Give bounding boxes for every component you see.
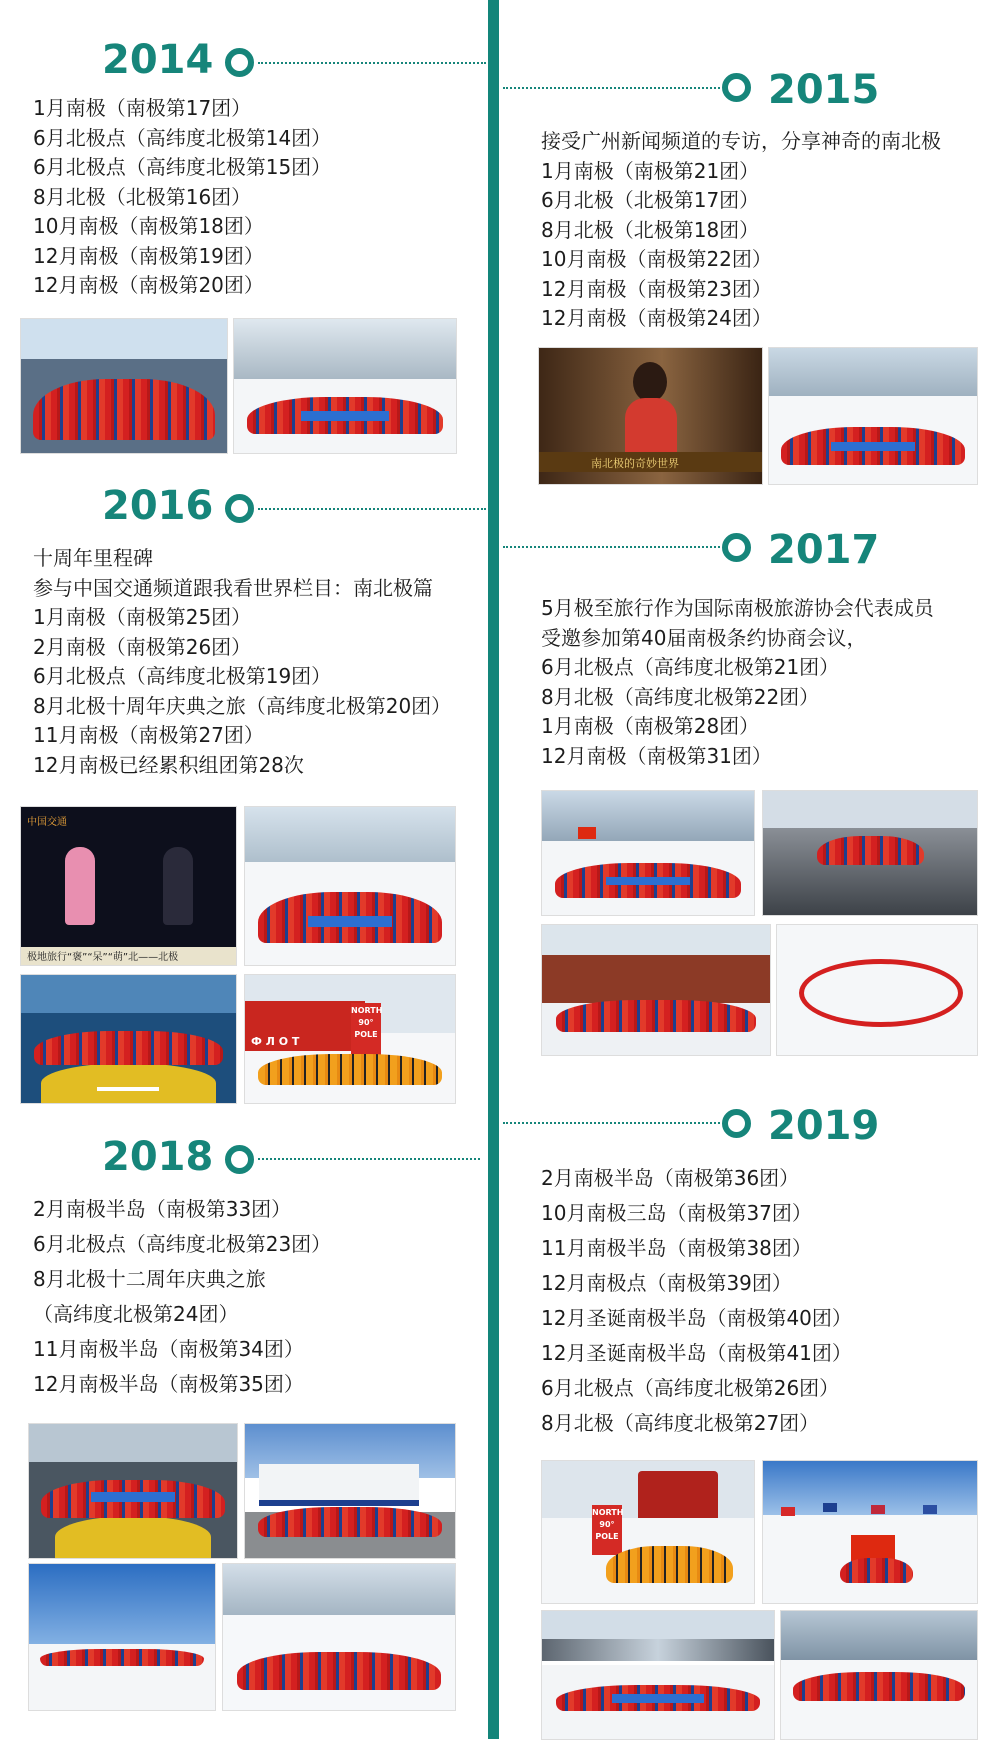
event-item: 12月南极半岛（南极第35团） — [33, 1372, 304, 1396]
event-list — [33, 94, 331, 301]
group-photo-rocks — [762, 790, 978, 916]
group-photo-antarctic-flag — [541, 790, 755, 916]
photo-caption: 极地旅行“褒”“呆”“萌”北——北极 — [27, 952, 179, 963]
year-heading: 2018 — [102, 1134, 214, 1180]
year-heading: 2015 — [768, 67, 880, 113]
ship-name: Ф Л О Т — [251, 1035, 300, 1048]
year-heading: 2017 — [768, 527, 880, 573]
group-photo-glacier — [541, 1610, 775, 1740]
year-heading: 2014 — [102, 37, 214, 83]
event-item: 5月极至旅行作为国际南极旅游协会代表成员 — [541, 596, 934, 620]
event-item: 11月南极（南极第27团） — [33, 723, 264, 747]
event-item: 11月南极半岛（南极第38团） — [541, 1236, 812, 1260]
timeline-node-icon — [225, 48, 254, 77]
south-pole-flags-photo — [762, 1460, 978, 1604]
group-photo-station — [541, 924, 771, 1056]
timeline-node-icon — [225, 494, 254, 523]
event-item: 8月北极十二周年庆典之旅 — [33, 1267, 266, 1291]
event-list — [541, 127, 941, 334]
tv-interview-photo — [538, 347, 763, 485]
event-item: 8月北极十周年庆典之旅（高纬度北极第20团） — [33, 693, 452, 718]
event-item: 12月南极已经累积组团第28次 — [33, 752, 304, 777]
event-list — [33, 1192, 331, 1402]
timeline-spine — [488, 0, 499, 1739]
event-item: 10月南极（南极第22团） — [541, 247, 772, 271]
connector-line — [503, 1122, 720, 1124]
group-photo-ship-deck — [20, 318, 228, 454]
connector-line — [503, 87, 720, 89]
photo-caption: 南北极的奇妙世界 — [591, 457, 679, 470]
timeline-node-icon — [722, 1109, 751, 1138]
north-pole-sign: NORTH 90° POLE — [592, 1505, 622, 1555]
group-photo-ship-helipad — [28, 1423, 238, 1559]
event-item: 6月北极点（高纬度北极第21团） — [541, 655, 840, 679]
event-item: 1月南极（南极第17团） — [33, 96, 252, 120]
tv-studio-photo — [20, 806, 237, 966]
event-item: 8月北极（北极第16团） — [33, 184, 252, 209]
event-item: 10月南极（南极第18团） — [33, 214, 264, 238]
event-item: 6月北极点（高纬度北极第23团） — [33, 1232, 332, 1256]
event-item: 12月南极（南极第23团） — [541, 276, 772, 301]
event-item: 8月北极（高纬度北极第22团） — [541, 684, 820, 709]
event-item: 12月圣诞南极半岛（南极第41团） — [541, 1341, 852, 1365]
event-item: 受邀参加第40届南极条约协商会议， — [541, 625, 867, 650]
north-pole-group-photo — [541, 1460, 755, 1604]
event-item: （高纬度北极第24团） — [33, 1302, 239, 1326]
event-item: 1月南极（南极第25团） — [33, 605, 252, 629]
connector-line — [258, 62, 486, 64]
timeline-node-icon — [225, 1145, 254, 1174]
group-photo-pier-ship — [244, 1423, 456, 1559]
connector-line — [258, 508, 486, 510]
event-item: 接受广州新闻频道的专访，分享神奇的南北极 — [541, 129, 941, 153]
event-item: 12月南极（南极第19团） — [33, 243, 264, 268]
event-item: 2月南极（南极第26团） — [33, 634, 252, 659]
event-list — [33, 544, 451, 780]
event-item: 10月南极三岛（南极第37团） — [541, 1201, 812, 1225]
group-photo-antarctic-snow — [244, 806, 456, 966]
icebreaker-photo — [244, 974, 456, 1104]
timeline-node-icon — [722, 533, 751, 562]
event-item: 8月北极（高纬度北极第27团） — [541, 1411, 820, 1435]
connector-line — [503, 546, 720, 548]
group-photo-antarctic-snow — [780, 1610, 978, 1740]
group-photo-antarctic-snow — [222, 1563, 456, 1711]
group-photo-antarctic-snow — [233, 318, 457, 454]
event-item: 12月南极（南极第24团） — [541, 306, 772, 330]
event-item: 2月南极半岛（南极第36团） — [541, 1166, 800, 1190]
year-heading: 2019 — [768, 1103, 880, 1149]
event-item: 12月圣诞南极半岛（南极第40团） — [541, 1306, 852, 1330]
group-photo-antarctic-snow — [768, 347, 978, 485]
event-item: 12月南极点（南极第39团） — [541, 1271, 792, 1295]
event-item: 1月南极（南极第28团） — [541, 714, 760, 738]
connector-line — [258, 1158, 480, 1160]
event-item: 1月南极（南极第21团） — [541, 158, 760, 183]
event-item: 6月北极点（高纬度北极第26团） — [541, 1376, 840, 1400]
group-photo-ship-helipad — [20, 974, 237, 1104]
event-list — [541, 1161, 852, 1441]
event-item: 6月北极（北极第17团） — [541, 188, 760, 212]
event-item: 6月北极点（高纬度北极第19团） — [33, 664, 332, 688]
event-item: 8月北极（北极第18团） — [541, 217, 760, 242]
event-item: 十周年里程碑 — [33, 546, 153, 570]
event-list — [541, 594, 934, 771]
channel-logo: 中国交通 — [27, 817, 67, 828]
event-item: 12月南极（南极第20团） — [33, 273, 264, 297]
circle-formation-photo — [776, 924, 978, 1056]
timeline-node-icon — [722, 73, 751, 102]
year-heading: 2016 — [102, 483, 214, 529]
event-item: 参与中国交通频道跟我看世界栏目：南北极篇 — [33, 575, 433, 600]
event-item: 6月北极点（高纬度北极第14团） — [33, 125, 332, 150]
event-item: 12月南极（南极第31团） — [541, 743, 772, 768]
event-item: 11月南极半岛（南极第34团） — [33, 1337, 304, 1361]
group-photo-blue-sky-snow — [28, 1563, 216, 1711]
north-pole-sign: NORTH 90° POLE — [351, 1003, 381, 1055]
event-item: 6月北极点（高纬度北极第15团） — [33, 155, 332, 179]
event-item: 2月南极半岛（南极第33团） — [33, 1197, 292, 1221]
